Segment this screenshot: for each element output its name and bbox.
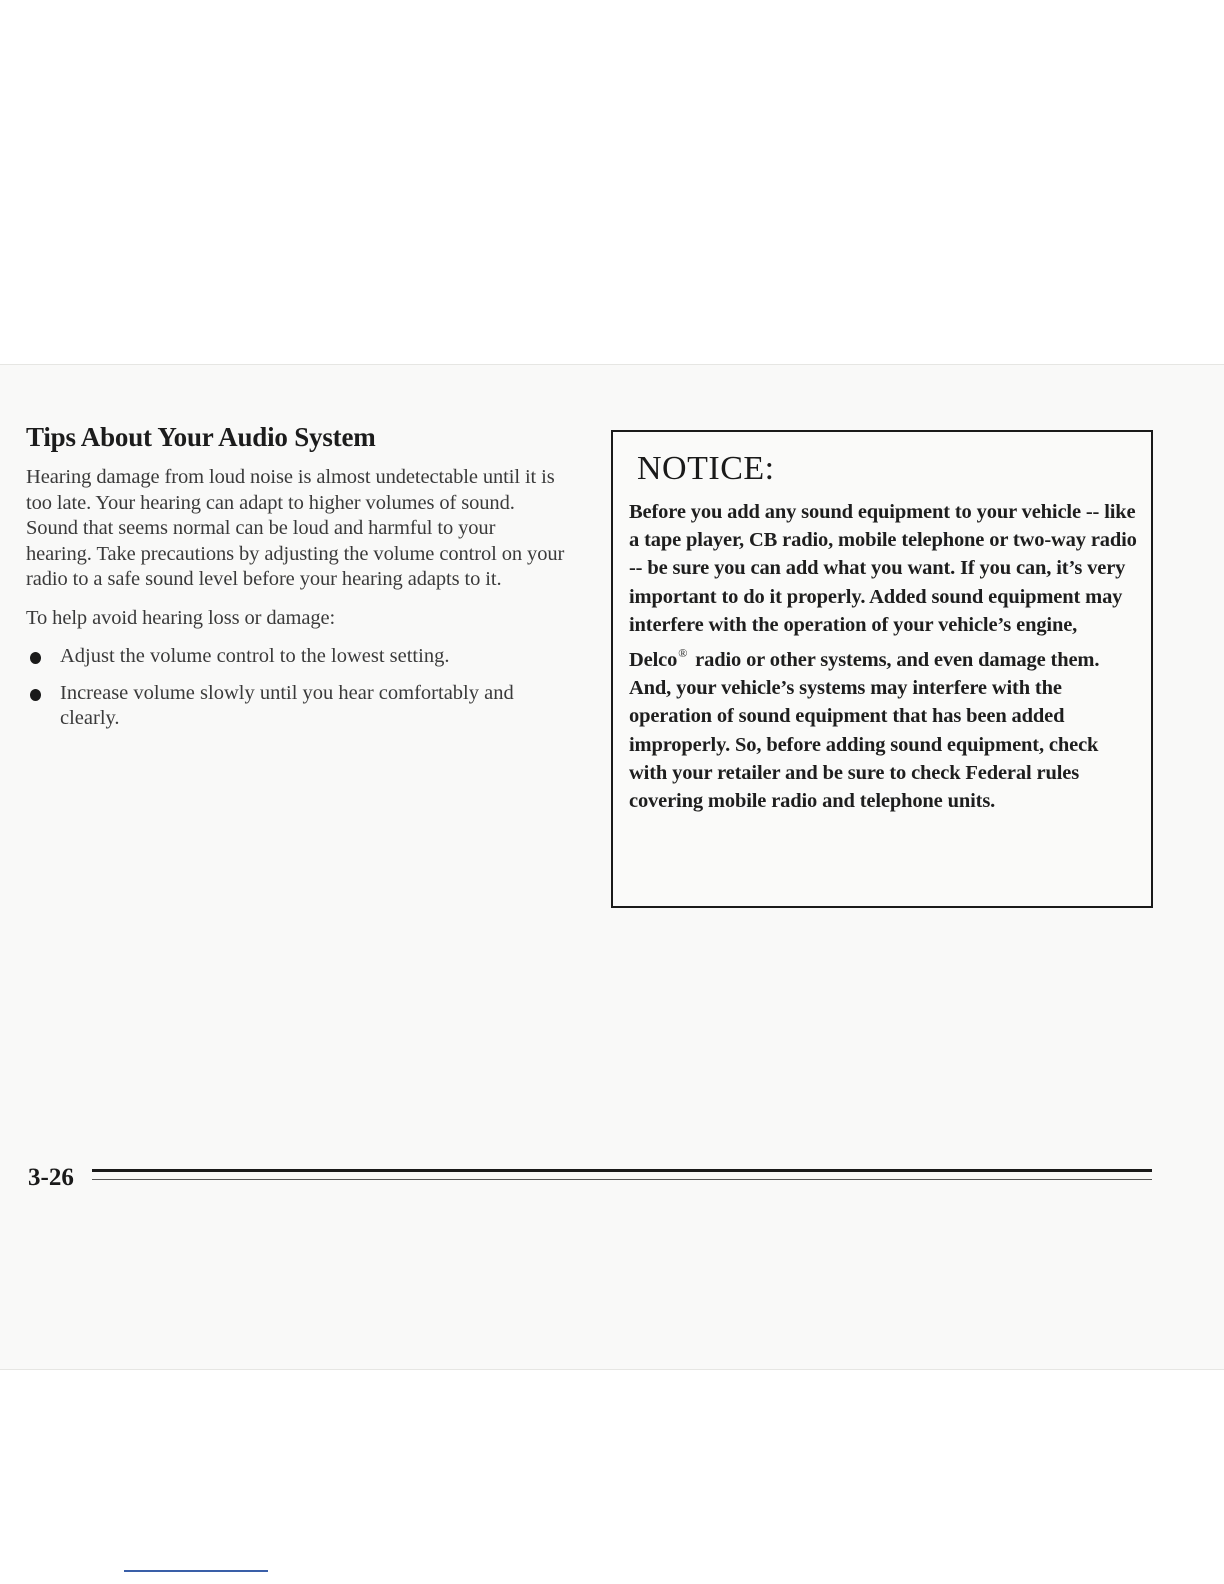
list-item-text: Increase volume slowly until you hear comfortably and clearly. — [60, 681, 514, 729]
list-item-text: Adjust the volume control to the lowest setting. — [60, 645, 450, 667]
notice-body — [629, 498, 1139, 815]
bullet-icon — [30, 689, 41, 701]
notice-text-part2: radio or other systems, and even damage them. And, your vehicle’s systems may interfere with the operation of sound equipment that has been added improperly. So, before adding sound equipment, check with your retailer and be sure to check Federal rules covering mobile radio and telephone units. — [629, 649, 1100, 813]
section-heading: Tips About Your Audio System — [26, 422, 376, 452]
page-number: 3-26 — [28, 1164, 74, 1191]
hearing-damage-paragraph: Hearing damage from loud noise is almost undetectable until it is too late. Your hearing can adapt to higher volumes of sound. Sound that seems normal can be loud and harmful to your hearing. Take precautions by adjusting the volume control on your radio to a safe sound level before your hearing adapts to it. — [26, 466, 565, 590]
footer-rule-thin — [92, 1179, 1152, 1180]
bullet-icon — [30, 652, 41, 664]
audio-tips-section — [26, 422, 566, 743]
tips-list — [26, 644, 566, 732]
avoid-hearing-loss-intro: To help avoid hearing loss or damage: — [26, 606, 336, 629]
link-underline — [124, 1570, 268, 1572]
notice-title: NOTICE: — [637, 450, 775, 487]
list-item — [26, 644, 566, 670]
notice-text-part1: Before you add any sound equipment to your vehicle -- like a tape player, CB radio, mobile telephone or two-way radio -- be sure you can add what you want. If you can, it’s very important to do it properly. Added sound equipment may interfere with the operation of your vehicle’s engine, Delco — [629, 501, 1137, 672]
notice-box — [611, 430, 1153, 908]
footer-rule — [92, 1169, 1152, 1172]
registered-mark: ® — [678, 646, 688, 661]
list-item — [26, 681, 566, 732]
